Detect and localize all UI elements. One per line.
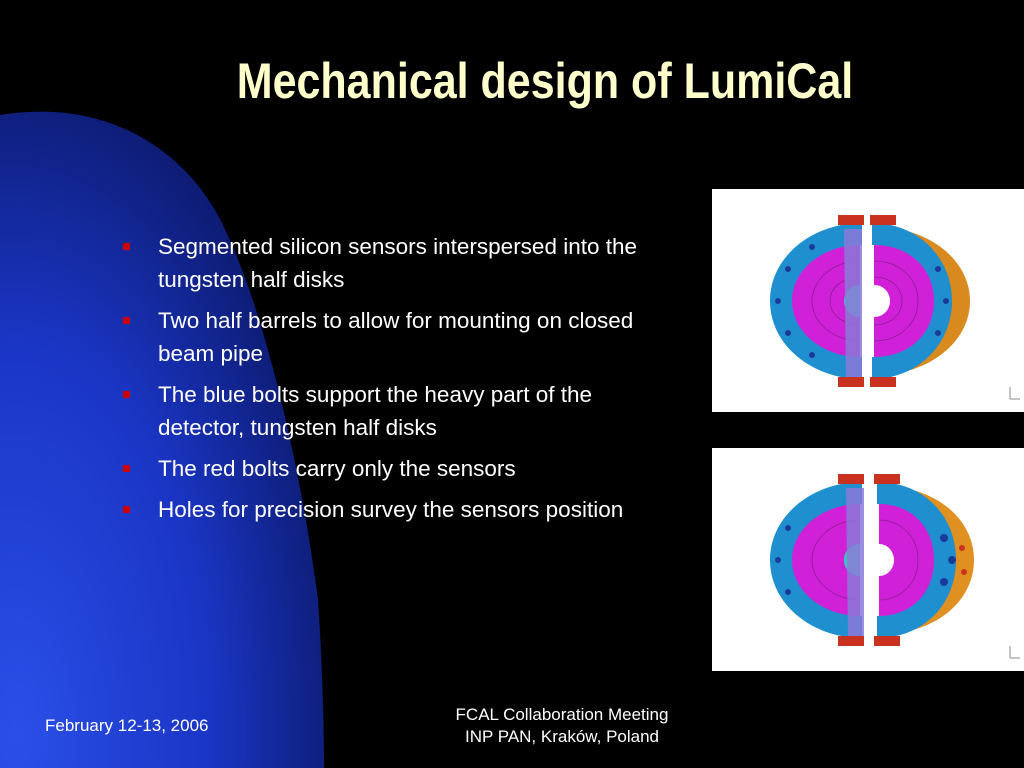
square-bullet-icon xyxy=(123,506,130,513)
bullet-list xyxy=(120,230,640,534)
bullet-item xyxy=(120,493,640,526)
lumical-render-top xyxy=(712,189,1024,412)
bullet-item xyxy=(120,452,640,485)
bullet-text: Holes for precision survey the sensors position xyxy=(158,497,624,522)
detector-illustration xyxy=(712,448,1024,671)
bullet-text: Segmented silicon sensors interspersed into the tungsten half disks xyxy=(158,234,638,292)
lumical-render-bottom xyxy=(712,448,1024,671)
bullet-text: The red bolts carry only the sensors xyxy=(158,456,516,481)
square-bullet-icon xyxy=(123,243,130,250)
square-bullet-icon xyxy=(123,391,130,398)
bullet-item xyxy=(120,304,640,370)
square-bullet-icon xyxy=(123,465,130,472)
footer-meeting-line1: FCAL Collaboration Meeting xyxy=(455,705,669,724)
slide-title: Mechanical design of LumiCal xyxy=(236,53,854,109)
footer-meeting-line2: INP PAN, Kraków, Poland xyxy=(464,727,660,746)
bullet-item xyxy=(120,230,640,296)
square-bullet-icon xyxy=(123,317,130,324)
footer-meeting xyxy=(412,704,712,748)
bullet-text: Two half barrels to allow for mounting on closed beam pipe xyxy=(158,308,634,366)
detector-illustration xyxy=(712,189,1024,412)
footer-date: February 12-13, 2006 xyxy=(45,716,209,735)
bullet-item xyxy=(120,378,640,444)
bullet-text: The blue bolts support the heavy part of the detector, tungsten half disks xyxy=(158,382,593,440)
